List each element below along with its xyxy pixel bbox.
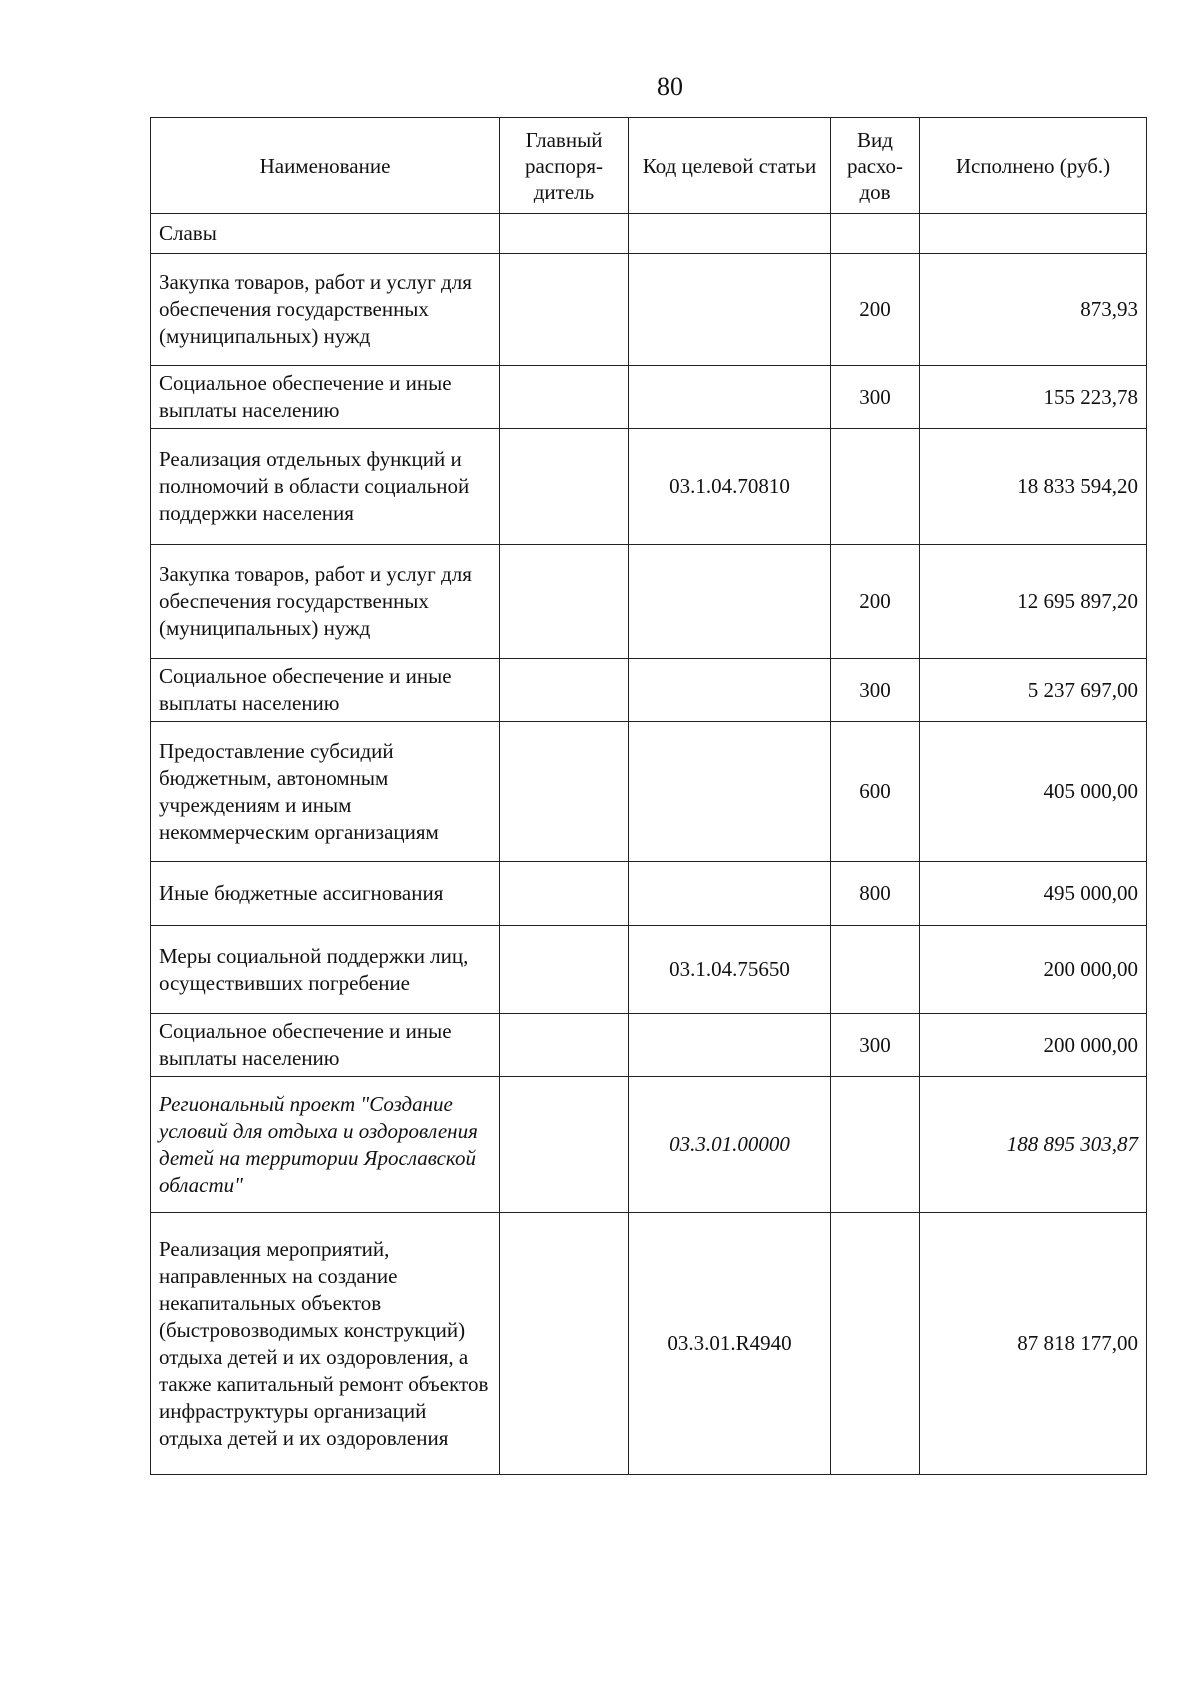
row-vid-cell xyxy=(831,1077,920,1213)
row-glav-cell xyxy=(500,1213,629,1475)
row-glav-cell xyxy=(500,366,629,429)
row-glav-cell xyxy=(500,1077,629,1213)
row-isp-cell: 155 223,78 xyxy=(920,366,1147,429)
header-vid: Вид расхо-дов xyxy=(831,118,920,214)
table-row xyxy=(151,366,1147,429)
row-kod-cell xyxy=(629,545,831,659)
row-isp-cell xyxy=(920,214,1147,254)
table-row xyxy=(151,429,1147,545)
table-row xyxy=(151,214,1147,254)
row-kod-cell xyxy=(629,214,831,254)
row-name-cell: Социальное обеспечение и иные выплаты населению xyxy=(151,659,500,722)
row-name-cell: Иные бюджетные ассигнования xyxy=(151,862,500,926)
row-name-cell: Социальное обеспечение и иные выплаты населению xyxy=(151,366,500,429)
table-body xyxy=(151,214,1147,1475)
row-isp-cell: 200 000,00 xyxy=(920,1014,1147,1077)
row-name-cell: Социальное обеспечение и иные выплаты населению xyxy=(151,1014,500,1077)
header-glav: Главный распоря-дитель xyxy=(500,118,629,214)
row-vid-cell xyxy=(831,429,920,545)
row-vid-cell xyxy=(831,926,920,1014)
row-isp-cell: 188 895 303,87 xyxy=(920,1077,1147,1213)
table-row xyxy=(151,254,1147,366)
row-vid-cell: 300 xyxy=(831,1014,920,1077)
table-row xyxy=(151,1077,1147,1213)
table-row xyxy=(151,545,1147,659)
table-row xyxy=(151,1014,1147,1077)
row-kod-cell: 03.3.01.R4940 xyxy=(629,1213,831,1475)
header-isp: Исполнено (руб.) xyxy=(920,118,1147,214)
row-isp-cell: 5 237 697,00 xyxy=(920,659,1147,722)
header-kod: Код целевой статьи xyxy=(629,118,831,214)
row-kod-cell: 03.3.01.00000 xyxy=(629,1077,831,1213)
row-isp-cell: 200 000,00 xyxy=(920,926,1147,1014)
row-glav-cell xyxy=(500,926,629,1014)
row-kod-cell: 03.1.04.75650 xyxy=(629,926,831,1014)
row-kod-cell xyxy=(629,659,831,722)
row-kod-cell xyxy=(629,366,831,429)
row-kod-cell xyxy=(629,862,831,926)
row-name-cell: Региональный проект "Создание условий для отдыха и оздоровления детей на территории Ярославской области" xyxy=(151,1077,500,1213)
row-glav-cell xyxy=(500,429,629,545)
row-vid-cell: 200 xyxy=(831,254,920,366)
header-name: Наименование xyxy=(151,118,500,214)
row-kod-cell xyxy=(629,722,831,862)
table-row xyxy=(151,659,1147,722)
row-glav-cell xyxy=(500,254,629,366)
row-vid-cell: 200 xyxy=(831,545,920,659)
row-name-cell: Славы xyxy=(151,214,500,254)
row-vid-cell: 600 xyxy=(831,722,920,862)
row-glav-cell xyxy=(500,1014,629,1077)
row-isp-cell: 495 000,00 xyxy=(920,862,1147,926)
row-kod-cell xyxy=(629,254,831,366)
row-name-cell: Закупка товаров, работ и услуг для обеспечения государственных (муниципальных) нужд xyxy=(151,254,500,366)
row-glav-cell xyxy=(500,722,629,862)
table-row xyxy=(151,862,1147,926)
row-isp-cell: 12 695 897,20 xyxy=(920,545,1147,659)
row-kod-cell xyxy=(629,1014,831,1077)
row-name-cell: Реализация мероприятий, направленных на создание некапитальных объектов (быстровозводимых конструкций) отдыха детей и их оздоровления, а также капитальный ремонт объектов инфраструктуры организаций отдыха детей и их оздоровления xyxy=(151,1213,500,1475)
row-isp-cell: 87 818 177,00 xyxy=(920,1213,1147,1475)
table-row xyxy=(151,1213,1147,1475)
row-vid-cell xyxy=(831,214,920,254)
row-vid-cell xyxy=(831,1213,920,1475)
table-row xyxy=(151,722,1147,862)
table-row xyxy=(151,926,1147,1014)
row-glav-cell xyxy=(500,545,629,659)
row-name-cell: Закупка товаров, работ и услуг для обеспечения государственных (муниципальных) нужд xyxy=(151,545,500,659)
row-isp-cell: 405 000,00 xyxy=(920,722,1147,862)
row-glav-cell xyxy=(500,862,629,926)
table-header-row xyxy=(151,118,1147,214)
row-isp-cell: 18 833 594,20 xyxy=(920,429,1147,545)
budget-table xyxy=(150,117,1147,1475)
row-glav-cell xyxy=(500,214,629,254)
row-vid-cell: 300 xyxy=(831,366,920,429)
row-name-cell: Меры социальной поддержки лиц, осуществивших погребение xyxy=(151,926,500,1014)
row-vid-cell: 300 xyxy=(831,659,920,722)
row-glav-cell xyxy=(500,659,629,722)
row-name-cell: Предоставление субсидий бюджетным, автономным учреждениям и иным некоммерческим организациям xyxy=(151,722,500,862)
row-vid-cell: 800 xyxy=(831,862,920,926)
row-kod-cell: 03.1.04.70810 xyxy=(629,429,831,545)
row-name-cell: Реализация отдельных функций и полномочий в области социальной поддержки населения xyxy=(151,429,500,545)
page-number: 80 xyxy=(657,72,683,101)
row-isp-cell: 873,93 xyxy=(920,254,1147,366)
